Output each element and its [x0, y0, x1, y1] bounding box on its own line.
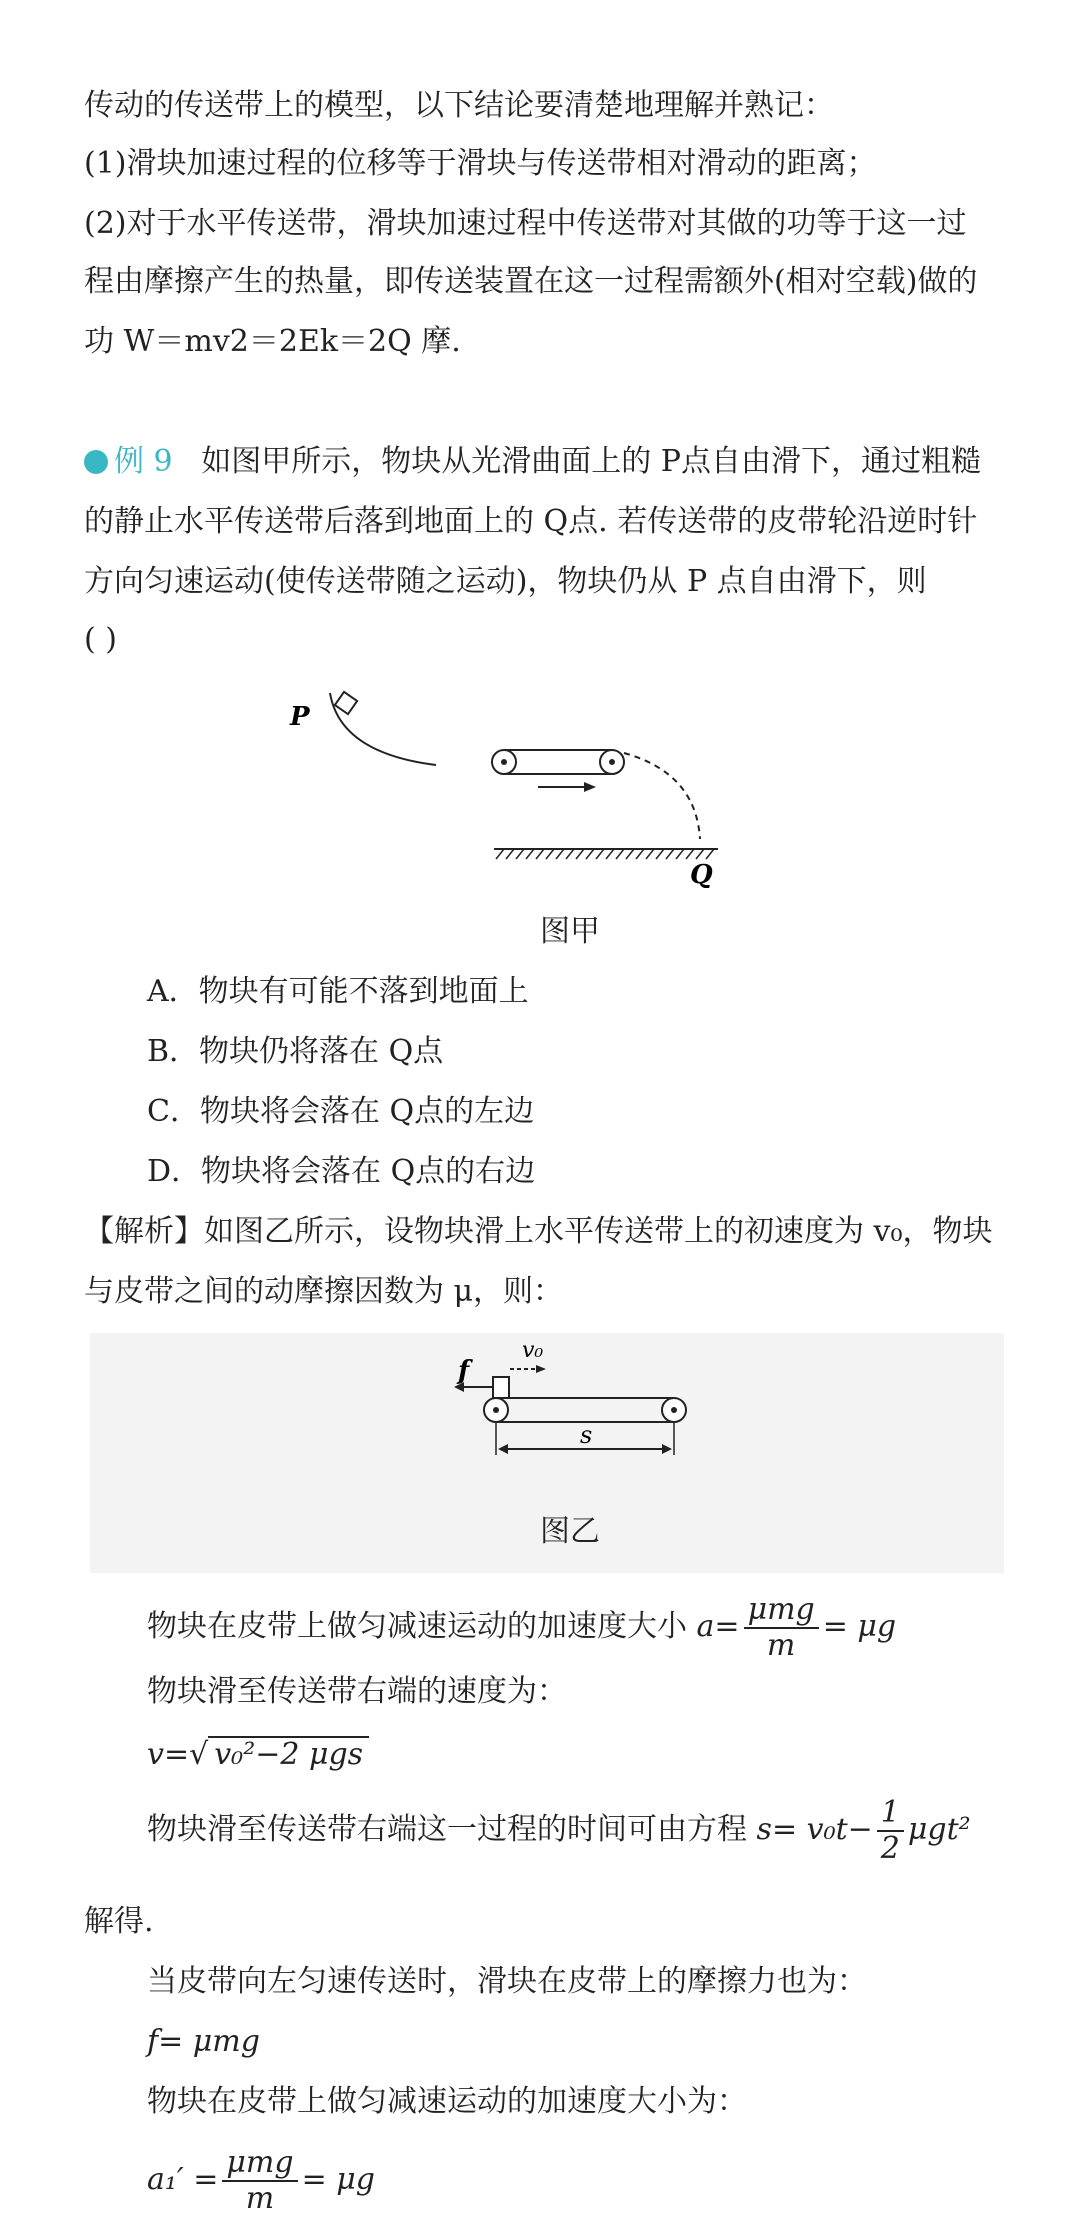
option-a: A．物块有可能不落到地面上 — [147, 974, 529, 1009]
option-c: C．物块将会落在 Q点的左边 — [147, 1094, 535, 1129]
label-q: Q — [690, 860, 713, 888]
s4-numerator: 1 — [877, 1796, 904, 1832]
intro-line-4: 程由摩擦产生的热量，即传送装置在这一过程需额外(相对空载)做的 — [84, 264, 978, 299]
solution-step-4 — [147, 1795, 971, 1866]
solution-step-9 — [147, 2145, 375, 2216]
example-tag: 例 9 — [114, 444, 173, 479]
option-d: D．物块将会落在 Q点的右边 — [147, 1154, 536, 1189]
figure-yi-diagram — [90, 1333, 1004, 1483]
s4-denominator: 2 — [880, 1831, 900, 1866]
s9-lhs: a₁′ = — [147, 2162, 219, 2197]
solution-step-5: 解得. — [84, 1904, 154, 1939]
analysis-line-2: 与皮带之间的动摩擦因数为 μ，则： — [84, 1274, 564, 1309]
block-on-slope — [335, 692, 357, 714]
analysis-line-1: 【解析】如图乙所示，设物块滑上水平传送带上的初速度为 v₀，物块 — [84, 1214, 993, 1249]
solution-step-3 — [147, 1735, 369, 1775]
label-s: s — [580, 1421, 593, 1449]
intro-line-2: (1)滑块加速过程的位移等于滑块与传送带相对滑动的距离； — [84, 146, 877, 181]
solution-step-2: 物块滑至传送带右端的速度为： — [147, 1674, 567, 1709]
intro-line-1: 传动的传送带上的模型，以下结论要清楚地理解并熟记： — [84, 88, 834, 123]
label-p: P — [290, 702, 310, 732]
example-line-3: 方向匀速运动(使传送带随之运动)，物块仍从 P 点自由滑下，则 — [84, 564, 927, 599]
example-line-2: 的静止水平传送带后落到地面上的 Q点. 若传送带的皮带轮沿逆时针 — [84, 504, 978, 539]
solution-step-1 — [147, 1592, 896, 1663]
solution-step-6: 当皮带向左匀速传送时，滑块在皮带上的摩擦力也为： — [147, 1964, 867, 1999]
s1-text: 物块在皮带上做匀减速运动的加速度大小 — [147, 1609, 697, 1644]
s9-fraction — [222, 2146, 297, 2216]
figure-jia-caption: 图甲 — [540, 914, 600, 949]
sqrt-sign-icon: √ — [189, 1737, 209, 1772]
trajectory-dashed — [624, 753, 700, 839]
s4-text: 物块滑至传送带右端这一过程的时间可由方程 — [147, 1812, 757, 1847]
intro-line-5: 功 W＝mv2＝2Ek＝2Q 摩. — [84, 324, 461, 359]
solution-step-8: 物块在皮带上做匀减速运动的加速度大小为： — [147, 2084, 747, 2119]
s3-lhs: v= — [147, 1737, 190, 1772]
s1-denominator: m — [766, 1628, 796, 1663]
s1-rhs: = μg — [822, 1609, 897, 1644]
s1-numerator: μmg — [744, 1593, 819, 1629]
s3-radicand: v₀²−2 μgs — [208, 1736, 369, 1772]
yi-block — [493, 1377, 509, 1398]
figure-jia-diagram — [84, 683, 998, 888]
example-line-4: ( ) — [84, 622, 117, 657]
s1-fraction — [744, 1593, 819, 1663]
example-line-1 — [84, 442, 981, 482]
s4-rhs: μgt² — [907, 1812, 971, 1847]
ground-hatch — [496, 849, 714, 859]
figure-yi-caption: 图乙 — [540, 1514, 600, 1549]
s4-lhs: s= v₀t− — [756, 1812, 873, 1847]
solution-step-7: f= μmg — [147, 2024, 260, 2059]
figure-jia — [84, 683, 998, 888]
s9-denominator: m — [245, 2181, 275, 2216]
label-v0: v₀ — [522, 1338, 544, 1363]
option-b: B．物块仍将落在 Q点 — [147, 1034, 444, 1069]
s9-rhs: = μg — [301, 2162, 375, 2197]
intro-line-3: (2)对于水平传送带，滑块加速过程中传送带对其做的功等于这一过 — [84, 206, 967, 241]
s9-numerator: μmg — [222, 2146, 297, 2182]
bullet-dot-icon — [84, 450, 108, 474]
s1-lhs: a= — [696, 1609, 740, 1644]
example-text-1: 如图甲所示，物块从光滑曲面上的 P点自由滑下，通过粗糙 — [201, 444, 981, 479]
s4-fraction — [877, 1796, 904, 1866]
label-f: f — [458, 1356, 470, 1386]
